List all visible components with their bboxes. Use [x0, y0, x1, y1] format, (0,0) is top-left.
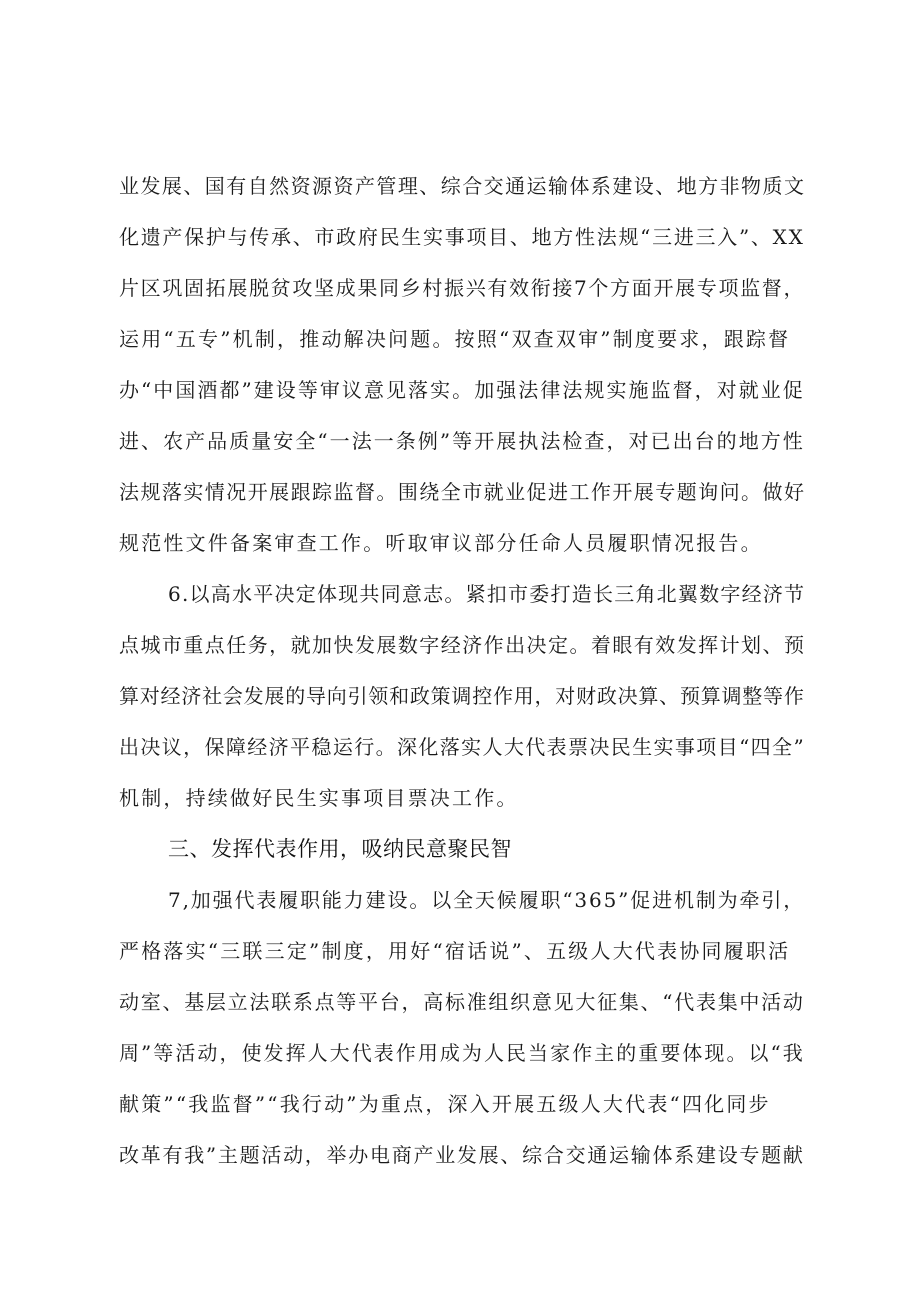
paragraph-2-line-2: 点城市重点任务，就加快发展数字经济作出决定。着眼有效发挥计划、预	[119, 633, 806, 657]
paragraph-3-line-4: 周”等活动，使发挥人大代表作用成为人民当家作主的重要体现。以“我	[119, 1041, 805, 1065]
paragraph-3-line-6: 改革有我”主题活动，举办电商产业发展、综合交通运输体系建设专题献	[119, 1143, 805, 1167]
paragraph-1-line-2: 化遗产保护与传承、市政府民生实事项目、地方性法规“三进三入”、XX	[119, 225, 805, 249]
paragraph-1-line-3: 片区巩固拓展脱贫攻坚成果同乡村振兴有效衔接7个方面开展专项监督，	[119, 276, 806, 300]
paragraph-1-line-6: 进、农产品质量安全“一法一条例”等开展执法检查，对已出台的地方性	[119, 429, 805, 453]
paragraph-1-line-4: 运用“五专”机制，推动解决问题。按照“双查双审”制度要求，跟踪督	[119, 327, 791, 351]
paragraph-3-line-5: 献策”“我监督”“我行动”为重点，深入开展五级人大代表“四化同步	[119, 1092, 771, 1116]
section-heading: 三、发挥代表作用，吸纳民意聚民智	[168, 837, 512, 861]
paragraph-1-line-8: 规范性文件备案审查工作。听取审议部分任命人员履职情况报告。	[119, 531, 763, 555]
paragraph-2-line-3: 算对经济社会发展的导向引领和政策调控作用，对财政决算、预算调整等作	[119, 684, 805, 708]
paragraph-2-line-1: 6.以高水平决定体现共同意志。紧扣市委打造长三角北翼数字经济节	[168, 582, 806, 606]
paragraph-2-line-5: 机制，持续做好民生实事项目票决工作。	[119, 786, 519, 810]
paragraph-3-line-2: 严格落实“三联三定”制度，用好“宿话说”、五级人大代表协同履职活	[119, 939, 791, 963]
paragraph-1-line-5: 办“中国酒都”建设等审议意见落实。加强法律法规实施监督，对就业促	[119, 378, 805, 402]
paragraph-3-line-1: 7,加强代表履职能力建设。以全天候履职“365”促进机制为牵引，	[168, 888, 806, 912]
paragraph-3-line-3: 动室、基层立法联系点等平台，高标准组织意见大征集、“代表集中活动	[119, 990, 805, 1014]
paragraph-2-line-4: 出决议，保障经济平稳运行。深化落实人大代表票决民生实事项目“四全”	[119, 735, 806, 759]
paragraph-1-line-7: 法规落实情况开展跟踪监督。围绕全市就业促进工作开展专题询问。做好	[119, 480, 806, 504]
paragraph-1-line-1: 业发展、国有自然资源资产管理、综合交通运输体系建设、地方非物质文	[119, 174, 806, 198]
